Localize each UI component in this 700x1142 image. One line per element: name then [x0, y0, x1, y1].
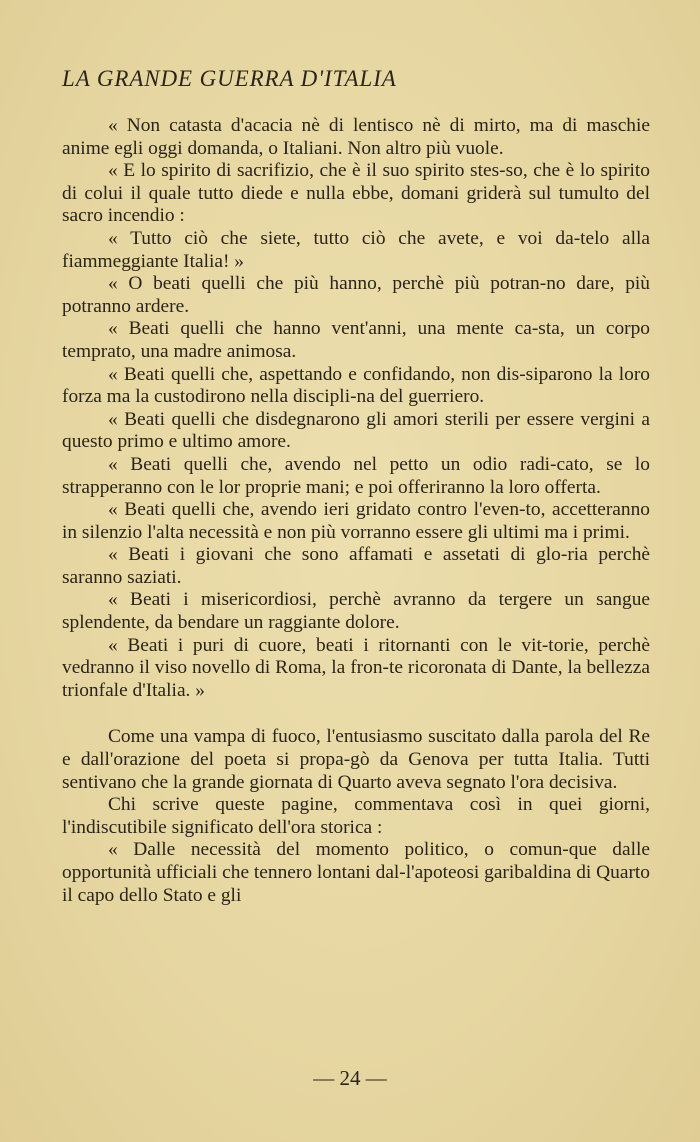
paragraph-13: Come una vampa di fuoco, l'entusiasmo suscitato dalla parola del Re e dall'orazione del poeta si propa-gò da Genova per tutta Italia. Tutti sentivano che la grande giornata di Quarto aveva segnato l'ora decisiva.	[62, 726, 650, 793]
paragraph-10: « Beati i giovani che sono affamati e assetati di glo-ria perchè saranno saziati.	[62, 544, 650, 588]
paragraph-11: « Beati i misericordiosi, perchè avranno da tergere un sangue splendente, da bendare un raggiante dolore.	[62, 589, 650, 634]
paragraph-3: « Tutto ciò che siete, tutto ciò che avete, e voi da-telo alla fiammeggiante Italia! »	[62, 227, 650, 272]
running-header: LA GRANDE GUERRA D'ITALIA	[62, 66, 397, 91]
page-number: — 24 —	[313, 1066, 387, 1090]
paragraph-4: « O beati quelli che più hanno, perchè più potran-no dare, più potranno ardere.	[62, 273, 650, 317]
paragraph-8: « Beati quelli che, avendo nel petto un odio radi-cato, se lo strapperanno con le lor proprie mani; e poi offeriranno la loro offerta.	[62, 453, 650, 498]
body-text	[62, 115, 650, 907]
paragraph-7: « Beati quelli che disdegnarono gli amori sterili per essere vergini a questo primo e ultimo amore.	[62, 408, 650, 453]
paragraph-1: « Non catasta d'acacia nè di lentisco nè di mirto, ma di maschie anime egli oggi domanda, o Italiani. Non altro più vuole.	[62, 115, 650, 159]
paragraph-9: « Beati quelli che, avendo ieri gridato contro l'even-to, accetteranno in silenzio l'alta necessità e non più vorranno essere gli ultimi ma i primi.	[62, 499, 650, 543]
paragraph-2: « E lo spirito di sacrifizio, che è il suo spirito stes-so, che è lo spirito di colui il quale tutto diede e nulla ebbe, domani griderà sul tumulto del sacro incendio :	[62, 160, 650, 227]
paragraph-14: Chi scrive queste pagine, commentava così in quei giorni, l'indiscutibile significato dell'ora storica :	[62, 794, 650, 838]
paragraph-12: « Beati i puri di cuore, beati i ritornanti con le vit-torie, perchè vedranno il viso novello di Roma, la fron-te ricoronata di Dante, la bellezza trionfale d'Italia. »	[62, 634, 650, 701]
paragraph-15: « Dalle necessità del momento politico, o comun-que dalle opportunità ufficiali che tennero lontani dal-l'apoteosi garibaldina di Quarto il capo dello Stato e gli	[62, 839, 650, 906]
paragraph-6: « Beati quelli che, aspettando e confidando, non dis-siparono la loro forza ma la custodirono nella discipli-na del guerriero.	[62, 363, 650, 408]
paragraph-5: « Beati quelli che hanno vent'anni, una mente ca-sta, un corpo temprato, una madre animosa.	[62, 318, 650, 362]
